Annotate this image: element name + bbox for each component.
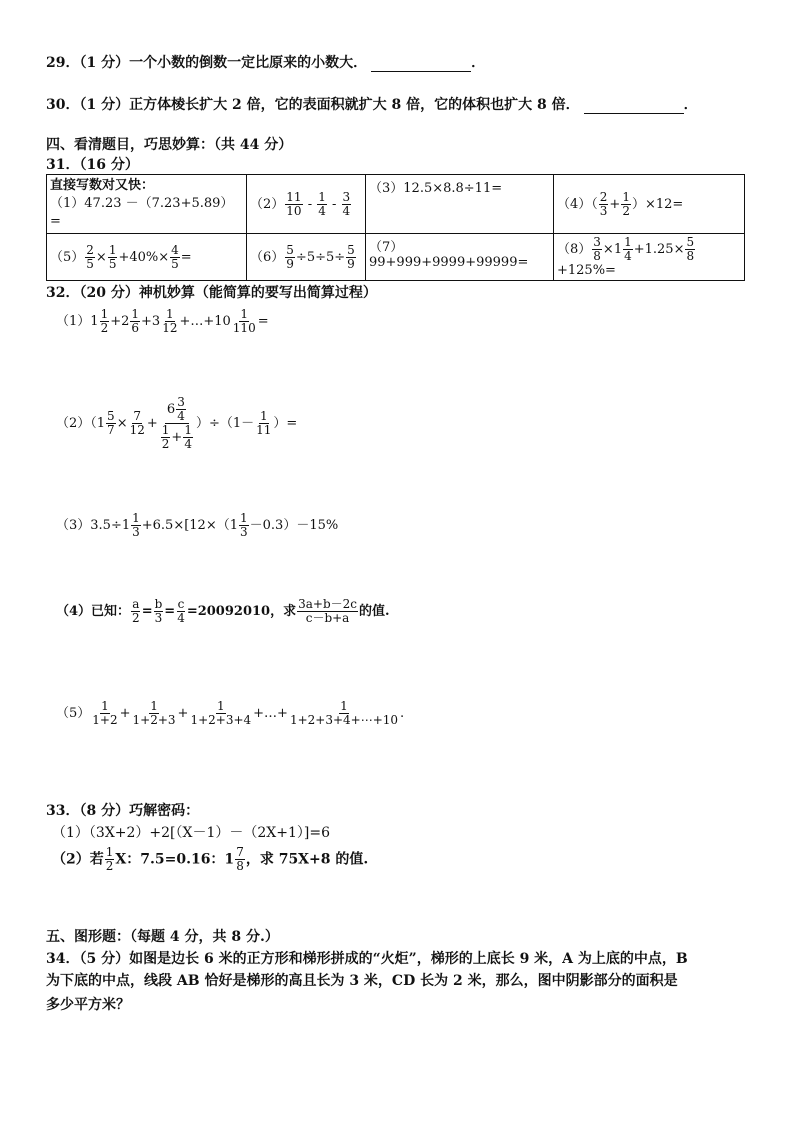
fraction: $\frac{1}{11}$ xyxy=(256,409,272,437)
p3-mid: +6.5×[12×（1 xyxy=(141,518,238,533)
fraction: $\frac{1}{3}$ xyxy=(132,511,140,539)
q32-part-3 xyxy=(56,512,338,539)
q32-part-4: （4）已知： $\frac{a}{2}$ = $\frac{b}{3}$ = $\frac{c}{4}$ =20092010，求 $\frac{3a+b-2c}{c-b+a}$ 的值. xyxy=(56,597,390,625)
fraction: $\frac{1}{3}$ xyxy=(240,511,248,539)
fraction: $\frac{1}{2}$ xyxy=(105,845,114,873)
fraction: $\frac{7}{12}$ xyxy=(129,409,145,437)
q31-cell-7: （7）99+999+9999+99999= xyxy=(366,234,554,281)
p2-mid: ）÷（1－ xyxy=(195,416,255,431)
fraction: $\frac{2}{3}$ xyxy=(599,189,608,218)
p1-label: （1） xyxy=(56,314,91,329)
fraction: $\frac{4}{5}$ xyxy=(171,242,179,271)
fraction: $\frac{a}{2}$ xyxy=(132,597,140,625)
fraction: $\frac{3}{8}$ xyxy=(593,235,601,263)
fraction: $\frac{b}{3}$ xyxy=(154,597,163,625)
q33-line-1: （1）（3X+2）+2[（X－1）－（2X+1）]=6 xyxy=(52,825,331,841)
q30-text: 30．（1 分）正方体棱长扩大 2 倍，它的表面积就扩大 8 倍，它的体积也扩大 8 倍． xyxy=(46,97,580,113)
p5-tail: . xyxy=(400,706,405,721)
answer-blank[interactable] xyxy=(371,57,471,72)
q32-header: 32．（20 分）神机妙算（能简算的要写出简算过程） xyxy=(46,285,377,301)
fraction: $\frac{1}{5}$ xyxy=(108,242,117,271)
q34-line-1: 34．（5 分）如图是边长 6 米的正方形和梯形拼成的“火炬”，梯形的上底长 9 米，A 为上底的中点，B xyxy=(46,951,688,967)
q30-end: ． xyxy=(683,97,698,113)
p4-label: （4）已知： xyxy=(56,604,131,619)
fraction: $\frac{3a+b-2c}{c-b+a}$ xyxy=(298,597,357,625)
p4-tail: 的值. xyxy=(358,604,390,619)
fraction: $\frac{7}{8}$ xyxy=(236,845,244,873)
section-4-heading: 四、看清题目，巧思妙算：（共 44 分） xyxy=(46,137,293,153)
c8-mid1: ×1 xyxy=(602,242,623,257)
section-5-heading: 五、图形题：（每题 4 分，共 8 分.） xyxy=(46,929,279,945)
fraction: $\frac{1}{4}$ xyxy=(318,189,326,218)
fraction: $\frac{1}{1+2}$ xyxy=(92,699,118,727)
fraction: $\frac{11}{10}$ xyxy=(286,189,302,218)
fraction: $\frac{3}{4}$ xyxy=(342,189,351,218)
q32-part-5: （5） $\frac{1}{1+2}$ + $\frac{1}{1+2+3}$ + $\frac{1}{1+2+3+4}$ +…+ $\frac{1}{1+2+3+4+\cdots+10}$ . xyxy=(56,699,405,727)
q29-text: 29．（1 分）一个小数的倒数一定比原来的小数大． xyxy=(46,55,368,71)
p1-tail: +…+10 xyxy=(179,314,231,329)
p2-tail: ）= xyxy=(273,416,298,431)
question-30 xyxy=(46,94,698,114)
complex-fraction: 6 $\frac{3}{4}$ $\frac{1}{2}$ + $\frac{1}{4}$ xyxy=(161,395,192,451)
fraction: $\frac{5}{8}$ xyxy=(686,235,695,263)
fraction: $\frac{1}{110}$ xyxy=(232,307,256,335)
c5-label: （5） xyxy=(50,249,85,265)
q31-cell-8 xyxy=(554,234,745,281)
p3-label: （3）3.5÷1 xyxy=(56,518,131,533)
q31-cell-2: （2） $\frac{11}{10}$ - $\frac{1}{4}$ - $\frac{3}{4}$ xyxy=(247,175,366,234)
c8-tail: +125%= xyxy=(557,263,616,278)
q33-l2-b: X：7.5=0.16：1 xyxy=(115,851,235,868)
fraction: $\frac{1}{4}$ xyxy=(624,235,632,263)
fraction: $\frac{1}{2}$ xyxy=(100,307,109,335)
c8-label: （8） xyxy=(557,242,592,257)
q33-header: 33．（8 分）巧解密码： xyxy=(46,803,200,819)
p2-label: （2）（1 xyxy=(56,416,106,431)
q31-cell-5: （5） $\frac{2}{5}$ × $\frac{1}{5}$ +40%× $\frac{4}{5}$ = xyxy=(47,234,247,281)
fraction: $\frac{c}{4}$ xyxy=(177,597,185,625)
p5-dots: +…+ xyxy=(253,706,288,721)
q31-cell-6 xyxy=(247,234,366,281)
c8-mid2: +1.25× xyxy=(633,242,685,257)
q33-l2-c: ，求 75X+8 的值. xyxy=(245,851,369,868)
q34-line-3: 多少平方米？ xyxy=(46,997,130,1013)
fraction: $\frac{5}{9}$ xyxy=(286,242,294,271)
fraction: $\frac{1}{12}$ xyxy=(162,307,178,335)
q32-part-1: （1）1 $\frac{1}{2}$ +2 $\frac{1}{6}$ +3 $\frac{1}{12}$ +…+10 $\frac{1}{110}$ = xyxy=(56,307,269,335)
p3-tail: －0.3）－15% xyxy=(249,518,339,533)
c5-mid: +40%× xyxy=(118,249,170,265)
fraction: $\frac{5}{7}$ xyxy=(107,409,115,437)
fraction: $\frac{1}{2}$ xyxy=(622,189,630,218)
p4-mid: =20092010，求 xyxy=(186,604,297,619)
c1-title: 直接写数对又快： xyxy=(50,178,155,193)
fraction: $\frac{1}{1+2+3+4}$ xyxy=(190,699,252,727)
c6-mid: ÷5÷5÷ xyxy=(295,249,346,265)
q34-line-2: 为下底的中点，线段 AB 恰好是梯形的高且长为 3 米，CD 长为 2 米，那么，图中阴影部分的面积是 xyxy=(46,973,678,989)
q31-header: 31．（16 分） xyxy=(46,157,139,173)
fraction: $\frac{2}{5}$ xyxy=(86,242,94,271)
fraction: $\frac{1}{1+2+3+4+\cdots+10}$ xyxy=(289,699,399,727)
c6-label: （6） xyxy=(250,249,285,265)
answer-blank[interactable] xyxy=(584,99,684,114)
q31-cell-3: （3）12.5×8.8÷11= xyxy=(366,175,554,234)
q29-end: ． xyxy=(471,55,486,71)
fraction: $\frac{5}{9}$ xyxy=(347,242,355,271)
q31-cell-1 xyxy=(47,175,247,234)
c4-tail: ）×12= xyxy=(631,196,684,212)
c4-label: （4）（ xyxy=(557,196,598,212)
question-29 xyxy=(46,52,485,72)
c1-expr: （1）47.23 －（7.23+5.89）= xyxy=(50,196,234,229)
q31-table xyxy=(46,174,745,281)
c2-label: （2） xyxy=(250,196,285,212)
q31-cell-4: （4）（ $\frac{2}{3}$ + $\frac{1}{2}$ ）×12= xyxy=(554,175,745,234)
q33-line-2 xyxy=(52,846,368,873)
q33-l2-a: （2）若 xyxy=(52,851,104,868)
fraction: $\frac{1}{1+2+3}$ xyxy=(132,699,176,727)
fraction: $\frac{1}{6}$ xyxy=(131,307,140,335)
p5-label: （5） xyxy=(56,706,91,721)
q32-part-2: （2）（1 $\frac{5}{7}$ × $\frac{7}{12}$ + 6 $\frac{3}{4}$ $\frac{1}{2}$ + $\frac{1}{4}$ ）÷（1－ $\frac{1}{11}$ ）= xyxy=(56,395,298,451)
